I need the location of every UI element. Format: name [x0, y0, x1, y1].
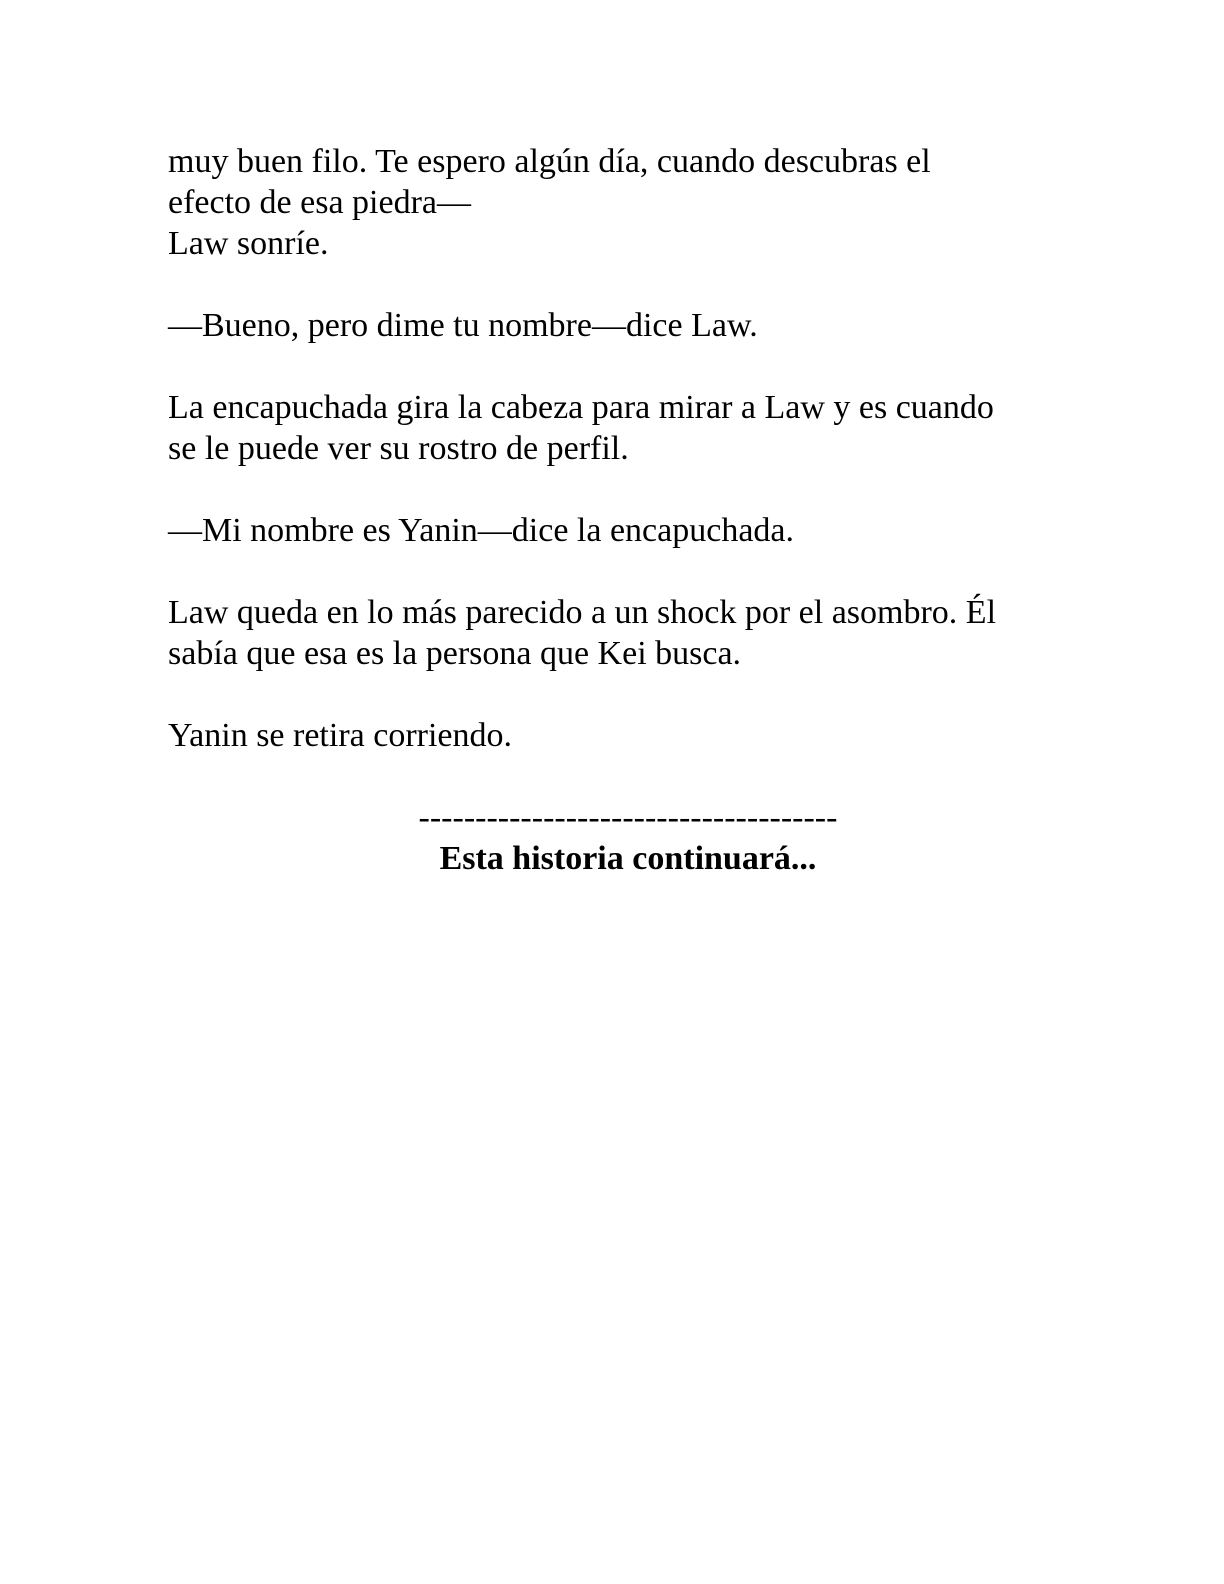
paragraph-2: —Bueno, pero dime tu nombre—dice Law.	[168, 307, 758, 344]
section-divider: -------------------------------------	[418, 799, 838, 836]
closing-block	[168, 797, 1048, 879]
paragraph-5: Law queda en lo más parecido a un shock por el asombro. Él sabía que esa es la persona que Kei busca.	[168, 594, 997, 672]
paragraph-1: muy buen filo. Te espero algún día, cuando descubras el efecto de esa piedra— Law sonríe.	[168, 143, 931, 262]
paragraph-3: La encapuchada gira la cabeza para mirar a Law y es cuando se le puede ver su rostro de perfil.	[168, 389, 994, 467]
paragraph-4: —Mi nombre es Yanin—dice la encapuchada.	[168, 512, 794, 549]
document-page	[168, 141, 1048, 879]
paragraph-6: Yanin se retira corriendo.	[168, 717, 513, 754]
to-be-continued: Esta historia continuará...	[439, 840, 817, 877]
